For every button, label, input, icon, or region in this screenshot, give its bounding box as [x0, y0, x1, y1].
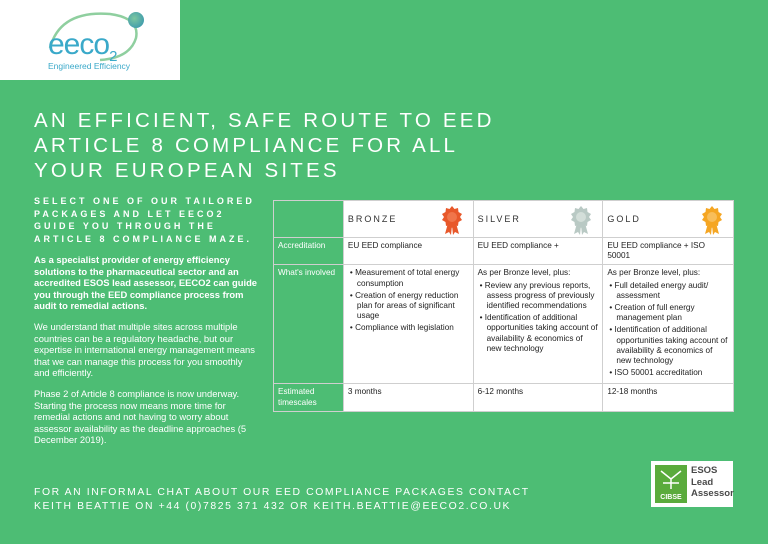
silver-accreditation: EU EED compliance +: [473, 238, 603, 265]
gold-accreditation: EU EED compliance + ISO 50001: [603, 238, 734, 265]
esos-lead-assessor-badge: [651, 461, 733, 507]
list-item: • Creation of full energy management plan: [607, 303, 729, 323]
table-row-accreditation: [274, 238, 734, 265]
select-callout: SELECT ONE OF OUR TAILORED PACKAGES AND LET EECO2 GUIDE YOU THROUGH THE ARTICLE 8 COMPLIANCE MAZE.: [34, 196, 255, 244]
bronze-accreditation: EU EED compliance: [343, 238, 473, 265]
cibse-logo-icon: [655, 465, 687, 503]
silver-involved: [473, 265, 603, 384]
table-row-involved: [274, 265, 734, 384]
list-item: • Identification of additional opportunities taking account of availability & economics of new technology: [478, 313, 599, 354]
list-item: • Full detailed energy audit/ assessment: [607, 281, 729, 301]
list-item: • Review any previous reports, assess progress of previously identified recommendations: [478, 281, 599, 312]
list-item: • Compliance with legislation: [348, 323, 469, 333]
gold-intro: As per Bronze level, plus:: [607, 268, 701, 278]
row-label: What's involved: [274, 265, 344, 384]
badge-label: ESOS Lead Assessor: [691, 465, 734, 499]
globe-icon: [128, 12, 144, 28]
intro-paragraph: As a specialist provider of energy efficiency solutions to the pharmaceutical sector and an accredited ESOS lead assessor, EECO2 can guide you through the EED compliance process from audit to remedial actions.: [34, 254, 258, 312]
header-silver: SILVER: [473, 201, 603, 238]
header-blank: [274, 201, 344, 238]
packages-table: [273, 200, 734, 412]
list-item: • Creation of energy reduction plan for areas of significant usage: [348, 291, 469, 322]
body-paragraph-2: Phase 2 of Article 8 compliance is now underway. Starting the process now means more time for remedial actions and not having to worry about assessor availability as the deadline approaches (5 December 2019).: [34, 387, 247, 446]
svg-text:CIBSE: CIBSE: [660, 494, 682, 501]
brand-logo: eeco$_2$: [48, 28, 117, 65]
logo-tagline: Engineered Efficiency: [48, 61, 131, 71]
gold-involved: [603, 265, 734, 384]
list-item: • ISO 50001 accreditation: [607, 368, 729, 378]
gold-timescale: 12-18 months: [603, 384, 734, 411]
row-label: Estimated timescales: [274, 384, 344, 411]
contact-footer: FOR AN INFORMAL CHAT ABOUT OUR EED COMPLIANCE PACKAGES CONTACT KEITH BEATTIE ON +44 (0)7825 371 432 OR KEITH.BEATTIE@EECO2.CO.UK: [34, 486, 634, 514]
contact-details: KEITH BEATTIE ON +44 (0)7825 371 432 OR KEITH.BEATTIE@EECO2.CO.UK: [34, 501, 512, 512]
row-label: Accreditation: [274, 238, 344, 265]
table-row-timescales: [274, 384, 734, 411]
header-gold: GOLD: [603, 201, 734, 238]
list-item: • Identification of additional opportunities taking account of availability & economics of new technology: [607, 325, 729, 366]
silver-timescale: 6-12 months: [473, 384, 603, 411]
silver-medal-icon: [570, 205, 592, 235]
gold-medal-icon: [701, 205, 723, 235]
list-item: • Measurement of total energy consumption: [348, 268, 469, 288]
body-paragraph-1: We understand that multiple sites across multiple countries can be a regulatory headache, but our expertise in international energy management means that we can manage this process for you smoothly and efficiently.: [34, 320, 255, 379]
logo-panel: [0, 0, 180, 80]
bronze-medal-icon: [441, 205, 463, 235]
bronze-involved: [343, 265, 473, 384]
bronze-timescale: 3 months: [343, 384, 473, 411]
intro-column: [34, 195, 258, 455]
page-headline: AN EFFICIENT, SAFE ROUTE TO EED ARTICLE 8 COMPLIANCE FOR ALL YOUR EUROPEAN SITES: [34, 109, 495, 182]
header-bronze: BRONZE: [343, 201, 473, 238]
silver-intro: As per Bronze level, plus:: [477, 268, 571, 278]
